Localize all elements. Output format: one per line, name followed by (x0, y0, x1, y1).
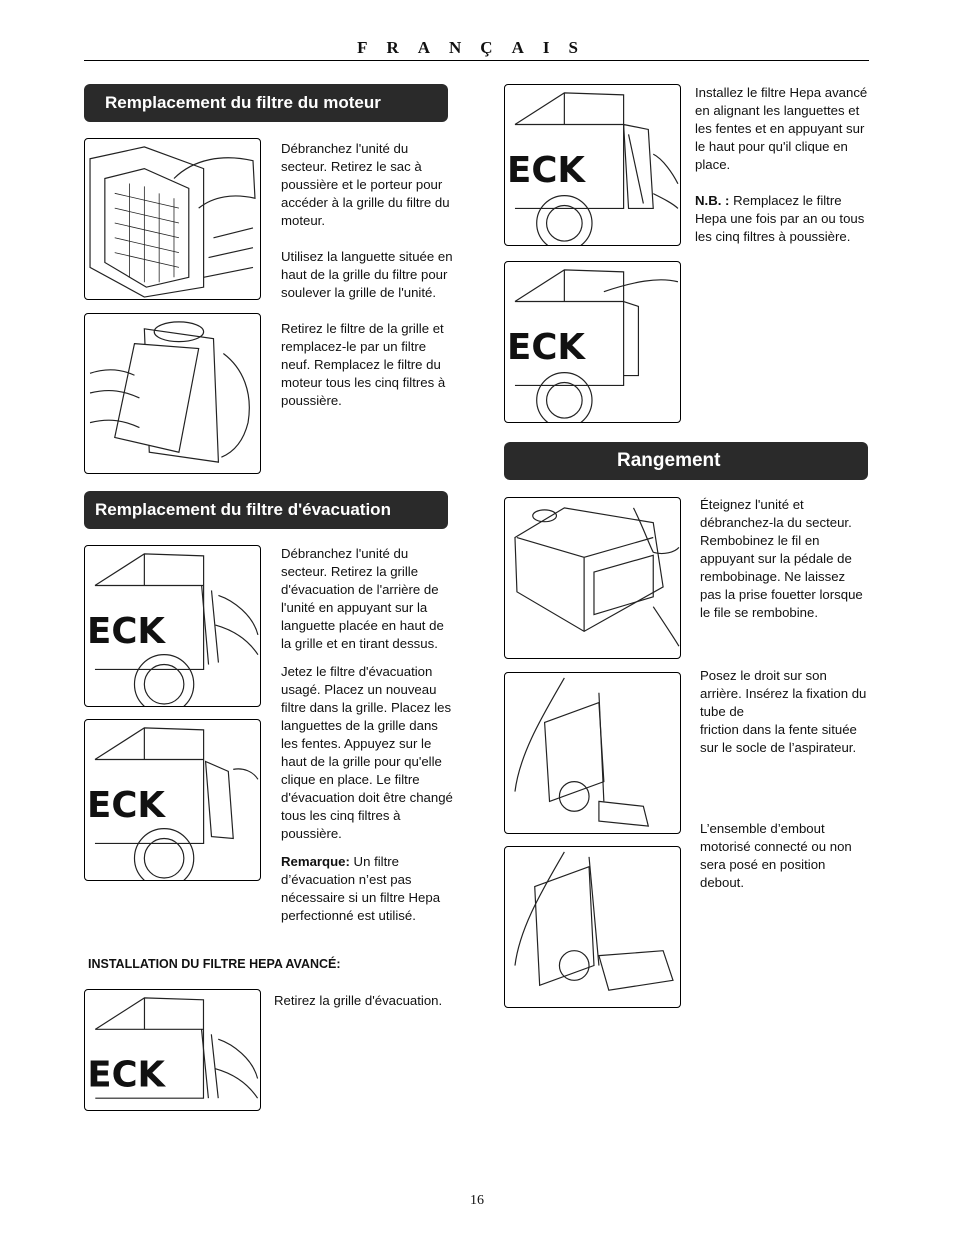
rangement-paragraph-2b: friction dans la fente située sur le socle de l’aspirateur. (700, 722, 857, 755)
illustration-upright-storage (504, 672, 681, 834)
rangement-paragraph-3: L’ensemble d’embout motorisé connecté ou non sera posé en position debout. (700, 821, 852, 890)
text-evacuation (281, 545, 453, 937)
illustration-hepa-remove-grille (84, 989, 261, 1111)
section-title-moteur: Remplacement du filtre du moteur (84, 84, 448, 122)
note-text: Un filtre d’évacuation n’est pas nécessaire si un filtre Hepa perfectionné est utilisé. (281, 854, 441, 923)
section-title-evacuation: Remplacement du filtre d'évacuation (84, 491, 448, 529)
page-number: 16 (470, 1193, 484, 1208)
illustration-motor-grille (84, 138, 261, 300)
hepa-nb (695, 192, 871, 246)
illustration-hepa-install (504, 84, 681, 246)
header-rule (84, 60, 869, 61)
illustration-exhaust-remove (84, 545, 261, 707)
rangement-paragraph-2a: Posez le droit sur son arrière. Insérez la fixation du tube de (700, 668, 867, 719)
evacuation-paragraph-2: Jetez le filtre d'évacuation usagé. Placez un nouveau filtre dans la grille. Placez les languettes de la grille dans les fentes. Appuyez sur le haut de la grille pour qu'elle clique en place. Le filtre d'évacuation doit être changé tous les cinq filtres à poussière. (281, 664, 453, 841)
evacuation-note (281, 853, 453, 925)
illustration-motor-filter (84, 313, 261, 474)
brand-fragment-text: ECK (507, 326, 585, 368)
illustration-upright-power-nozzle (504, 846, 681, 1008)
moteur-paragraph-1: Débranchez l'unité du secteur. Retirez le sac à poussière et le porteur pour accéder à la grille du filtre du moteur. (281, 141, 450, 228)
nb-text: Remplacez le filtre Hepa une fois par an ou tous les cinq filtres à poussière. (695, 193, 865, 244)
page-language-header: FRANÇAIS (357, 38, 597, 57)
illustration-hepa-press (504, 261, 681, 423)
rangement-paragraph-1: Éteignez l'unité et débranchez-la du secteur. Rembobinez le fil en appuyant sur la pédale de rembobinage. Ne laissez pas la prise fouetter lorsque le file se rembobine. (700, 497, 863, 620)
brand-fragment-text: ECK (87, 1054, 165, 1096)
moteur-paragraph-2: Utilisez la languette située en haut de la grille du filtre pour soulever la grille de l'unité. (281, 249, 453, 300)
text-moteur (281, 140, 453, 422)
brand-fragment-text: ECK (507, 149, 585, 191)
text-rangement (700, 496, 870, 904)
text-hepa (695, 84, 871, 258)
illustration-cord-rewind (504, 497, 681, 659)
note-label: Remarque: (281, 854, 350, 869)
hepa-text-1: Retirez la grille d'évacuation. (274, 993, 443, 1008)
hepa-paragraph-2: Installez le filtre Hepa avancé en alignant les languettes et les fentes et en appuyant sur le haut pour qu'il clique en place. (695, 85, 868, 172)
section-title-rangement: Rangement (504, 442, 868, 480)
illustration-exhaust-install (84, 719, 261, 881)
moteur-paragraph-3: Retirez le filtre de la grille et remplacez-le par un filtre neuf. Remplacez le filtre du moteur tous les cinq filtres à poussière. (281, 321, 446, 408)
brand-fragment-text: ECK (87, 610, 165, 652)
evacuation-paragraph-1: Débranchez l'unité du secteur. Retirez la grille d'évacuation de l'arrière de l'unité en appuyant sur la languette placée en haut de la grille et en tirant dessus. (281, 546, 444, 651)
brand-fragment-text: ECK (87, 784, 165, 826)
nb-label: N.B. : (695, 193, 730, 208)
hepa-subtitle: INSTALLATION DU FILTRE HEPA AVANCÉ: (88, 957, 341, 971)
